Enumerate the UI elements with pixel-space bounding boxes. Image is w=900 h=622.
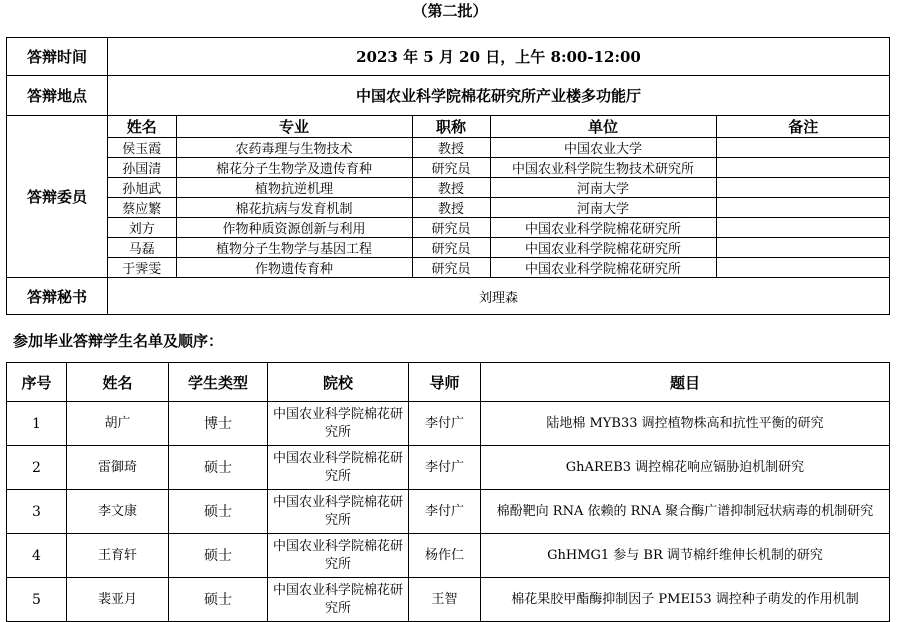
- committee-table: [108, 116, 890, 277]
- header-name: 姓名: [67, 363, 169, 402]
- committee-header-note: 备注: [716, 116, 890, 138]
- committee-member-row: [108, 178, 890, 198]
- member-unit: 中国农业科学院棉花研究所: [490, 218, 716, 238]
- student-row: [7, 402, 890, 446]
- student-type: 硕士: [169, 446, 268, 490]
- member-title: 教授: [412, 198, 490, 218]
- student-topic: 陆地棉 MYB33 调控植物株高和抗性平衡的研究: [481, 402, 890, 446]
- member-title: 研究员: [412, 258, 490, 278]
- member-name: 刘方: [108, 218, 176, 238]
- student-school: 中国农业科学院棉花研究所: [268, 578, 409, 622]
- student-row: [7, 578, 890, 622]
- committee-member-row: [108, 258, 890, 278]
- member-major: 棉花分子生物学及遗传育种: [176, 158, 412, 178]
- member-major: 农药毒理与生物技术: [176, 138, 412, 158]
- defense-time-row: [7, 38, 890, 76]
- defense-place-row: [7, 76, 890, 116]
- committee-header-name: 姓名: [108, 116, 176, 138]
- student-row: [7, 446, 890, 490]
- committee-member-row: [108, 238, 890, 258]
- students-table: [6, 362, 890, 622]
- committee-header-title: 职称: [412, 116, 490, 138]
- header-no: 序号: [7, 363, 67, 402]
- member-title: 教授: [412, 178, 490, 198]
- member-note: [716, 158, 890, 178]
- secretary-value: 刘理森: [108, 278, 890, 315]
- student-topic: GhHMG1 参与 BR 调节棉纤维伸长机制的研究: [481, 534, 890, 578]
- student-advisor: 李付广: [409, 402, 481, 446]
- committee-cell: [108, 116, 890, 278]
- batch-title: （第二批）: [412, 2, 488, 20]
- defense-time-label: 答辩时间: [7, 38, 108, 76]
- student-school: 中国农业科学院棉花研究所: [268, 446, 409, 490]
- student-school: 中国农业科学院棉花研究所: [268, 534, 409, 578]
- student-no: 1: [7, 402, 67, 446]
- member-unit: 河南大学: [490, 198, 716, 218]
- member-title: 研究员: [412, 238, 490, 258]
- member-major: 植物抗逆机理: [176, 178, 412, 198]
- students-heading: 参加毕业答辩学生名单及顺序：: [13, 332, 224, 350]
- committee-row: [7, 116, 890, 278]
- member-note: [716, 138, 890, 158]
- student-topic: 棉花果胶甲酯酶抑制因子 PMEI53 调控种子萌发的作用机制: [481, 578, 890, 622]
- member-major: 作物遗传育种: [176, 258, 412, 278]
- student-no: 4: [7, 534, 67, 578]
- student-advisor: 李付广: [409, 446, 481, 490]
- student-advisor: 李付广: [409, 490, 481, 534]
- header-topic: 题目: [481, 363, 890, 402]
- member-note: [716, 198, 890, 218]
- student-row: [7, 490, 890, 534]
- student-type: 博士: [169, 402, 268, 446]
- committee-header-unit: 单位: [490, 116, 716, 138]
- student-name: 李文康: [67, 490, 169, 534]
- student-name: 雷御琦: [67, 446, 169, 490]
- committee-label: 答辩委员: [7, 116, 108, 278]
- student-name: 裴亚月: [67, 578, 169, 622]
- student-no: 3: [7, 490, 67, 534]
- member-major: 作物种质资源创新与利用: [176, 218, 412, 238]
- member-name: 孙旭武: [108, 178, 176, 198]
- committee-member-row: [108, 218, 890, 238]
- committee-member-row: [108, 198, 890, 218]
- header-type: 学生类型: [169, 363, 268, 402]
- student-no: 2: [7, 446, 67, 490]
- member-name: 侯玉霞: [108, 138, 176, 158]
- member-note: [716, 258, 890, 278]
- member-name: 孙国清: [108, 158, 176, 178]
- student-type: 硕士: [169, 490, 268, 534]
- student-topic: 棉酚靶向 RNA 依赖的 RNA 聚合酶广谱抑制冠状病毒的机制研究: [481, 490, 890, 534]
- member-unit: 河南大学: [490, 178, 716, 198]
- member-title: 教授: [412, 138, 490, 158]
- defense-place-value: 中国农业科学院棉花研究所产业楼多功能厅: [108, 76, 890, 116]
- member-unit: 中国农业大学: [490, 138, 716, 158]
- committee-member-row: [108, 158, 890, 178]
- student-school: 中国农业科学院棉花研究所: [268, 490, 409, 534]
- member-note: [716, 178, 890, 198]
- defense-info-table: [6, 37, 890, 315]
- member-title: 研究员: [412, 218, 490, 238]
- student-type: 硕士: [169, 578, 268, 622]
- member-name: 蔡应繁: [108, 198, 176, 218]
- student-row: [7, 534, 890, 578]
- member-note: [716, 218, 890, 238]
- member-unit: 中国农业科学院棉花研究所: [490, 238, 716, 258]
- student-advisor: 王智: [409, 578, 481, 622]
- member-name: 马磊: [108, 238, 176, 258]
- defense-time-value: 2023 年 5 月 20 日，上午 8:00-12:00: [108, 38, 890, 76]
- member-unit: 中国农业科学院生物技术研究所: [490, 158, 716, 178]
- committee-member-row: [108, 138, 890, 158]
- student-advisor: 杨作仁: [409, 534, 481, 578]
- member-name: 于霁雯: [108, 258, 176, 278]
- secretary-label: 答辩秘书: [7, 278, 108, 315]
- member-major: 植物分子生物学与基因工程: [176, 238, 412, 258]
- student-name: 胡广: [67, 402, 169, 446]
- student-name: 王育轩: [67, 534, 169, 578]
- committee-header-row: [108, 116, 890, 138]
- student-school: 中国农业科学院棉花研究所: [268, 402, 409, 446]
- member-major: 棉花抗病与发育机制: [176, 198, 412, 218]
- member-title: 研究员: [412, 158, 490, 178]
- member-note: [716, 238, 890, 258]
- committee-header-major: 专业: [176, 116, 412, 138]
- header-advisor: 导师: [409, 363, 481, 402]
- header-school: 院校: [268, 363, 409, 402]
- defense-place-label: 答辩地点: [7, 76, 108, 116]
- secretary-row: [7, 278, 890, 315]
- student-type: 硕士: [169, 534, 268, 578]
- member-unit: 中国农业科学院棉花研究所: [490, 258, 716, 278]
- student-no: 5: [7, 578, 67, 622]
- student-topic: GhAREB3 调控棉花响应镉胁迫机制研究: [481, 446, 890, 490]
- students-header-row: [7, 363, 890, 402]
